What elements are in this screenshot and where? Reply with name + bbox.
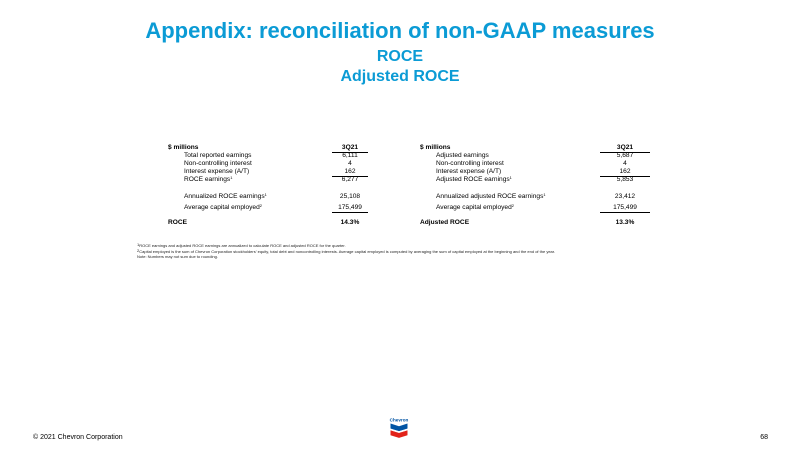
row-label: Total reported earnings (184, 152, 252, 159)
row-label: Average capital employed$^2$ (184, 203, 262, 211)
table-row (168, 193, 368, 201)
row-label: ROCE earnings$^1$ (184, 175, 233, 183)
row-value: 6,277 (341, 176, 359, 183)
row-value: 162 (332, 168, 368, 177)
row-value: 23,412 (614, 193, 636, 200)
row-value: 162 (600, 168, 650, 177)
row-value: 175,499 (332, 204, 368, 213)
row-label: Adjusted ROCE earnings$^1$ (436, 175, 512, 183)
row-value: 4 (348, 160, 352, 167)
table-row (168, 168, 368, 176)
row-value: 5,687 (616, 152, 634, 159)
footnotes (137, 243, 677, 260)
row-label: Average capital employed$^2$ (436, 203, 514, 211)
row-label: Non-controlling interest (184, 160, 252, 167)
result-value: 13.3% (615, 219, 635, 226)
table-row (168, 176, 368, 184)
table-row (168, 204, 368, 212)
table-row (168, 152, 368, 160)
table-row (420, 152, 650, 160)
row-value: 175,499 (600, 204, 650, 213)
result-row (168, 219, 368, 227)
table-row (420, 176, 650, 184)
result-row (420, 219, 650, 227)
copyright-text: © 2021 Chevron Corporation (33, 434, 123, 441)
result-label: ROCE (168, 219, 188, 226)
page-title: Appendix: reconciliation of non-GAAP measures (145, 18, 655, 43)
row-label: Non-controlling interest (436, 160, 504, 167)
page-subtitle-adjusted-roce: Adjusted ROCE (340, 68, 460, 85)
header-period: 3Q21 (600, 144, 650, 153)
row-value: 25,108 (339, 193, 361, 200)
footnote-2: $^2$Capital employed is the sum of Chevron Corporation stockholders' equity, total debt and noncontrolling interests. Average capital employed is computed by averaging the sum of capital employed at the beginning and the end of the year. (137, 247, 555, 254)
chevron-logo-icon (384, 416, 414, 440)
row-label: Annualized ROCE earnings$^1$ (184, 192, 267, 200)
svg-text:Chevron: Chevron (389, 417, 409, 423)
row-label: Interest expense (A/T) (436, 168, 502, 175)
header-label: $ millions (168, 144, 199, 151)
table-row (420, 204, 650, 212)
row-label: Interest expense (A/T) (184, 168, 250, 175)
table-header-row (420, 144, 650, 152)
row-value: 4 (623, 160, 627, 167)
header-label: $ millions (420, 144, 451, 151)
page-subtitle-roce: ROCE (376, 48, 424, 65)
roce-table (168, 144, 368, 227)
page-number: 68 (760, 434, 768, 441)
table-row (420, 193, 650, 201)
row-value: 6,111 (342, 152, 358, 159)
footnote-note: Note: Numbers may not sum due to rounding. (137, 254, 218, 260)
table-header-row (168, 144, 368, 152)
table-row (168, 160, 368, 168)
row-label: Adjusted earnings (436, 152, 489, 159)
footnote-1: $^1$ROCE earnings and adjusted ROCE earnings are annualized to calculate ROCE and adjusted ROCE for the quarter. (137, 242, 346, 248)
adjusted-roce-table (420, 144, 650, 227)
result-label: Adjusted ROCE (420, 219, 470, 226)
result-value: 14.3% (340, 219, 360, 226)
row-value: 5,853 (616, 176, 634, 183)
row-label: Annualized adjusted ROCE earnings$^1$ (436, 192, 546, 200)
table-row (420, 160, 650, 168)
header-period: 3Q21 (332, 144, 368, 153)
table-row (420, 168, 650, 176)
